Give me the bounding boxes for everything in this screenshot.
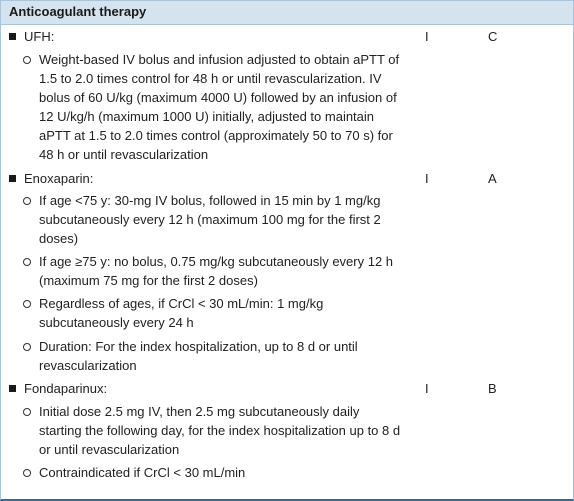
circle-bullet-icon	[23, 408, 31, 416]
circle-bullet-icon	[23, 300, 31, 308]
drug-row-ufh	[9, 27, 54, 46]
circle-bullet-icon	[23, 469, 31, 477]
list-item-text: Regardless of ages, if CrCl < 30 mL/min: 1 mg/kg subcutaneously every 24 h	[39, 296, 324, 330]
list-item	[23, 463, 403, 482]
list-item-text: If age <75 y: 30-mg IV bolus, followed in 15 min by 1 mg/kg subcutaneously every 12 h (maximum 100 mg for the first 2 doses)	[39, 193, 381, 246]
level-of-evidence: C	[488, 29, 498, 44]
drug-name: Fondaparinux:	[24, 381, 108, 396]
list-item	[23, 252, 403, 290]
drug-row-enoxaparin	[9, 169, 93, 188]
list-item-text: Contraindicated if CrCl < 30 mL/min	[39, 465, 246, 480]
circle-bullet-icon	[23, 197, 31, 205]
drug-name: UFH:	[24, 29, 55, 44]
level-of-evidence: A	[488, 171, 497, 186]
circle-bullet-icon	[23, 343, 31, 351]
list-item-text: Weight-based IV bolus and infusion adjusted to obtain aPTT of 1.5 to 2.0 times control for 48 h or until revascularization. IV bolus of 60 U/kg (maximum 4000 U) followed by an infusion of 12 U/kg/h (maximum 1000 U) initially, adjusted to maintain aPTT at 1.5 to 2.0 times control (approximately 50 to 70 s) for 48 h or until revascularization	[39, 52, 400, 162]
list-item-text: Initial dose 2.5 mg IV, then 2.5 mg subcutaneously daily starting the following day, for the index hospitalization up to 8 d or until revascularization	[39, 404, 401, 457]
drug-name: Enoxaparin:	[24, 171, 94, 186]
square-bullet-icon	[9, 33, 16, 40]
list-item-text: Duration: For the index hospitalization, up to 8 d or until revascularization	[39, 339, 358, 373]
circle-bullet-icon	[23, 56, 31, 64]
list-item-text: If age ≥75 y: no bolus, 0.75 mg/kg subcutaneously every 12 h (maximum 75 mg for the first 2 doses)	[39, 254, 394, 288]
list-item	[23, 337, 403, 375]
section-header	[1, 1, 573, 25]
list-item	[23, 294, 403, 332]
square-bullet-icon	[9, 175, 16, 182]
square-bullet-icon	[9, 385, 16, 392]
list-item	[23, 50, 403, 164]
list-item	[23, 402, 403, 459]
list-item	[23, 191, 403, 248]
section-title: Anticoagulant therapy	[9, 4, 147, 19]
level-of-evidence: B	[488, 381, 497, 396]
class-of-recommendation: I	[425, 29, 429, 44]
drug-row-fondaparinux	[9, 379, 107, 398]
class-of-recommendation: I	[425, 381, 429, 396]
circle-bullet-icon	[23, 258, 31, 266]
class-of-recommendation: I	[425, 171, 429, 186]
